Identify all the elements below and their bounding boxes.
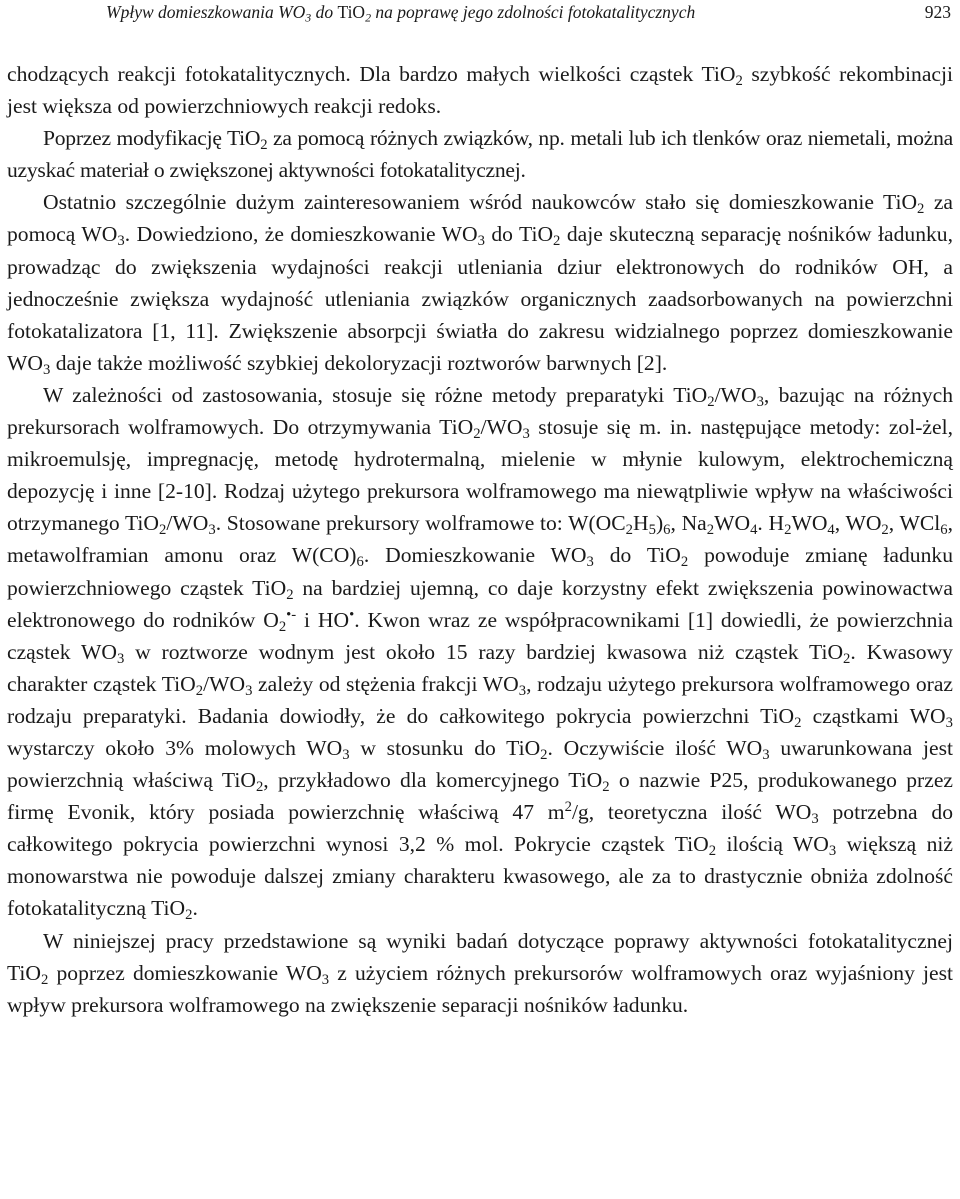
subscript: 3: [586, 554, 594, 571]
subscript: 3: [245, 682, 253, 699]
superscript-radical: •-: [286, 606, 297, 623]
paragraph-modification: [7, 122, 953, 186]
subscript: 3: [208, 522, 216, 539]
subscript: 6: [940, 522, 948, 539]
subscript: 2: [260, 137, 268, 154]
text-run: w roztworze wodnym jest około 15 razy bardziej kwasowa niż cząstek TiO: [124, 639, 844, 664]
text-run: do TiO: [484, 222, 554, 247]
superscript: 2: [564, 799, 572, 816]
subscript: 2: [707, 394, 715, 411]
subscript: 2: [41, 971, 49, 988]
running-title-text: Wpływ domieszkowania WO: [106, 2, 306, 22]
text-run: ): [655, 511, 664, 536]
subscript: 3: [116, 650, 125, 667]
subscript: 2: [881, 522, 889, 539]
subscript: 2: [784, 522, 792, 539]
text-run: /WO: [480, 415, 523, 440]
subscript: 2: [843, 650, 851, 667]
subscript: 2: [278, 618, 287, 635]
text-run: , bazując na różnych prekursorach wolframowych. Do otrzymywania TiO: [7, 382, 954, 440]
text-run: chodzących reakcji fotokatalitycznych. Dla bardzo małych wielkości cząstek TiO: [7, 62, 736, 86]
text-run: /WO: [714, 382, 757, 407]
text-run: szybkość rekombinacji jest większa od powierzchniowych reakcji redoks.: [7, 62, 953, 119]
subscript: 2: [553, 233, 561, 250]
text-run: . Kwon wraz ze współpracownikami [1] dowiedli, że powierzchnia cząstek WO: [7, 607, 953, 664]
subscript: 3: [342, 747, 350, 764]
text-run: , przykładowo dla komercyjnego TiO: [263, 768, 603, 793]
running-title-text: na poprawę jego zdolności fotokatalitycznych: [371, 2, 696, 22]
text-run: ilością WO: [716, 832, 829, 857]
text-run: W zależności od zastosowania, stosuje się różne metody preparatyki TiO: [43, 382, 708, 407]
subscript: 2: [185, 907, 193, 924]
text-run: , rodzaju użytego prekursora wolframowego oraz rodzaju preparatyki. Badania dowiodły, że do całkowitego pokrycia powierzchni TiO: [7, 671, 953, 728]
subscript: 4: [827, 522, 835, 539]
journal-page: [7, 0, 953, 1021]
text-run: WO: [791, 511, 828, 536]
text-run: . Oczywiście ilość WO: [547, 735, 763, 760]
text-run: . Domieszkowanie WO: [363, 543, 587, 568]
text-run: na bardziej ujemną, co daje korzystny efekt zwiększenia powinowactwa elektronowego do rodników O: [7, 575, 954, 632]
text-run: i HO: [296, 607, 350, 632]
superscript-radical: •: [349, 606, 355, 623]
subscript: 2: [195, 682, 204, 699]
paragraph-aim: [7, 925, 953, 1021]
text-run: , Na: [670, 511, 707, 536]
subscript: 2: [602, 779, 610, 796]
subscript: 2: [159, 522, 167, 539]
text-run: .: [192, 896, 198, 921]
subscript: 5: [648, 522, 656, 539]
text-run: . Stosowane prekursory wolframowe to: W(OC: [215, 511, 626, 536]
text-run: daje skuteczną separację nośników ładunku, prowadząc do zwiększenia wydajności reakcji utleniania dziur elektronowych do rodników OH, a jednocześnie zwiększa wydajność utleniania związków organicznych zaadsorbowanych na powierzchni fotokatalizatora [1, 11]. Zwiększenie absorpcji światła do zakresu widzialnego poprzez domieszkowanie WO: [7, 222, 953, 375]
text-run: Poprzez modyfikację TiO: [43, 126, 261, 151]
text-run: H: [633, 511, 649, 536]
subscript: 2: [706, 522, 715, 539]
text-run: W niniejszej pracy przedstawione są wyniki badań dotyczące poprawy aktywności fotokatalitycznej TiO: [7, 928, 953, 985]
subscript: 2: [735, 73, 743, 90]
subscript: 6: [663, 522, 671, 539]
text-run: wystarczy około 3% molowych WO: [7, 735, 343, 760]
subscript: 2: [473, 426, 481, 443]
running-title-text: do: [311, 2, 338, 22]
subscript: 3: [828, 843, 837, 860]
text-run: /g, teoretyczna ilość WO: [571, 800, 812, 825]
text-run: powoduje zmianę ładunku powierzchniowego cząstek TiO: [7, 543, 953, 600]
subscript: 4: [750, 522, 758, 539]
subscript: 3: [522, 426, 530, 443]
subscript: 3: [477, 233, 485, 250]
text-run: w stosunku do TiO: [349, 735, 541, 760]
text-run: Ostatnio szczególnie dużym zainteresowaniem wśród naukowców stało się domieszkowanie TiO: [43, 190, 918, 215]
running-header: [7, 0, 953, 44]
text-run: cząstkami WO: [801, 703, 946, 728]
subscript: 2: [680, 554, 689, 571]
text-run: , WCl: [888, 511, 941, 536]
text-run: , metawolframian amonu oraz W(CO): [7, 511, 953, 568]
text-run: . H: [757, 511, 785, 536]
text-run: /WO: [203, 671, 246, 696]
running-title-text: TiO: [337, 2, 366, 22]
paragraph-methods: [7, 379, 953, 925]
subscript: 3: [762, 747, 770, 764]
text-run: /WO: [166, 511, 209, 536]
text-run: za pomocą WO: [7, 190, 953, 247]
subscript: 3: [321, 971, 330, 988]
subscript: 3: [305, 10, 312, 25]
paragraph-doping: [7, 186, 953, 379]
paragraph-continuation: [7, 58, 953, 122]
subscript: 2: [255, 779, 264, 796]
text-run: , WO: [834, 511, 882, 536]
text-run: zależy od stężenia frakcji WO: [252, 671, 519, 696]
text-run: większą niż monowarstwa nie powoduje dalszej zmiany charakteru kwasowego, ale za to drastycznie obniża zdolność fotokatalityczną TiO: [7, 832, 953, 921]
subscript: 2: [917, 201, 925, 218]
subscript: 2: [540, 747, 548, 764]
subscript: 2: [794, 714, 802, 731]
text-run: za pomocą różnych związków, np. metali lub ich tlenków oraz niemetali, można uzyskać materiał o zwiększonej aktywności fotokatalitycznej.: [7, 126, 953, 183]
text-run: o nazwie P25, produkowanego przez firmę Evonik, który posiada powierzchnię właściwą 47 m: [7, 768, 953, 825]
subscript: 2: [286, 586, 294, 603]
subscript: 3: [518, 682, 527, 699]
text-run: stosuje się m. in. następujące metody: zol-żel, mikroemulsję, impregnację, metodę hydrotermalną, mielenie w młynie kulowym, elektrochemiczną depozycję i inne [2-10]. Rodzaj użytego prekursora wolframowego ma niewątpliwie wpływ na właściwości otrzymanego TiO: [7, 415, 953, 536]
subscript: 3: [945, 714, 953, 731]
text-run: uwarunkowana jest powierzchnią właściwą TiO: [7, 735, 953, 793]
text-run: . Kwasowy charakter cząstek TiO: [7, 639, 953, 696]
article-body: [7, 58, 953, 1021]
page-number: 923: [924, 2, 951, 22]
text-run: . Dowiedziono, że domieszkowanie WO: [124, 222, 478, 247]
text-run: do TiO: [593, 543, 681, 568]
text-run: poprzez domieszkowanie WO: [48, 960, 322, 985]
subscript: 3: [811, 811, 819, 828]
text-run: z użyciem różnych prekursorów wolframowych oraz wyjaśniony jest wpływ prekursora wolframowego na zwiększenie separacji nośników ładunku.: [7, 960, 954, 1017]
subscript: 6: [356, 554, 364, 571]
subscript: 3: [42, 361, 51, 378]
subscript: 2: [625, 522, 633, 539]
text-run: daje także możliwość szybkiej dekoloryzacji roztworów barwnych [2].: [50, 350, 668, 375]
subscript: 3: [756, 394, 764, 411]
text-run: WO: [714, 511, 751, 536]
subscript: 2: [708, 843, 717, 860]
running-title: [106, 0, 695, 24]
subscript: 3: [117, 233, 125, 250]
subscript: 2: [365, 10, 372, 25]
text-run: potrzebna do całkowitego pokrycia powierzchni wynosi 3,2 % mol. Pokrycie cząstek TiO: [7, 800, 953, 857]
